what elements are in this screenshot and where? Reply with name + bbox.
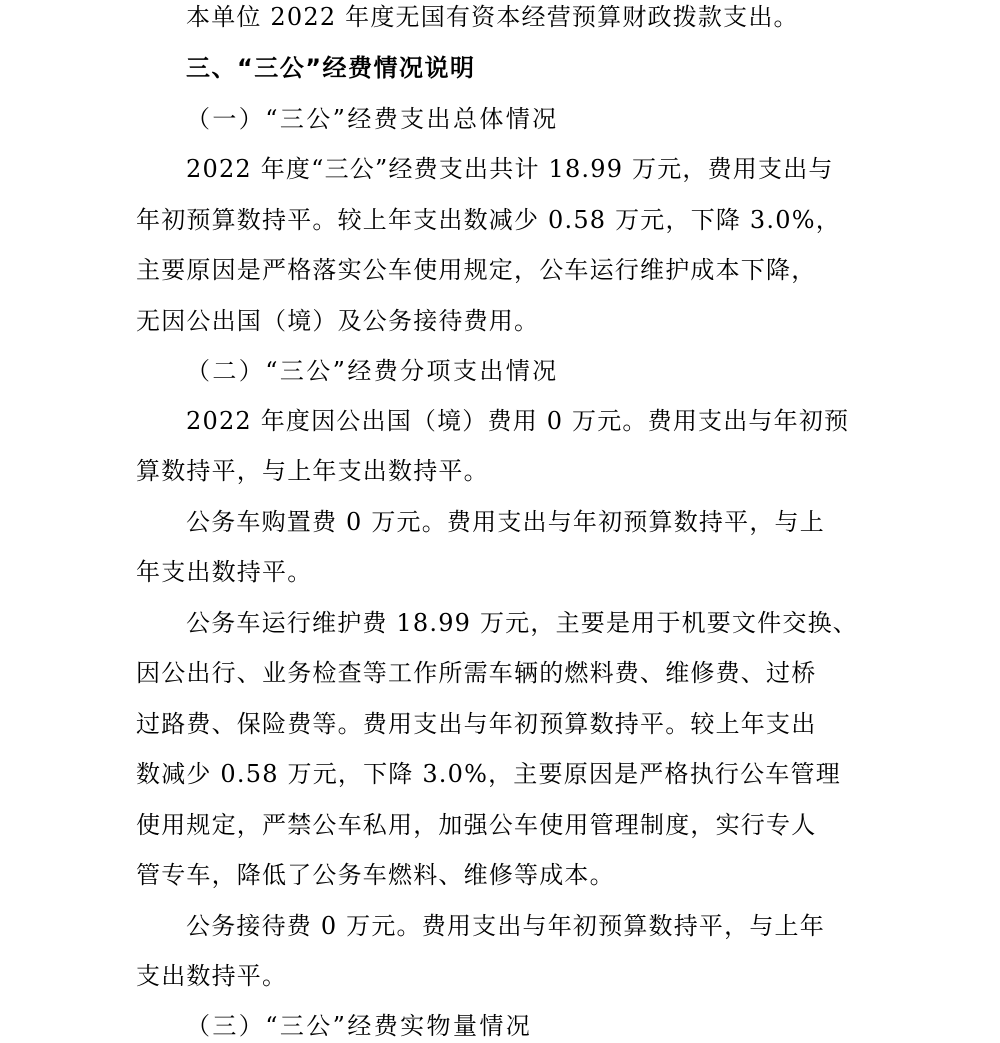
paragraph-reception-line: 支出数持平。 (136, 962, 288, 990)
paragraph-vehicle-operation-line: 管专车，降低了公务车燃料、维修等成本。 (136, 861, 615, 889)
paragraph-abroad-line: 算数持平，与上年支出数持平。 (136, 457, 489, 485)
paragraph-vehicle-operation-line: 公务车运行维护费 18.99 万元，主要是用于机要文件交换、 (186, 609, 858, 637)
paragraph-vehicle-operation-line: 因公出行、业务检查等工作所需车辆的燃料费、维修费、过桥 (136, 659, 817, 687)
paragraph-overall-line: 2022 年度“三公”经费支出共计 18.99 万元，费用支出与 (186, 155, 834, 183)
paragraph-reception-line: 公务接待费 0 万元。费用支出与年初预算数持平，与上年 (186, 912, 825, 940)
paragraph-vehicle-purchase-line: 公务车购置费 0 万元。费用支出与年初预算数持平，与上 (186, 508, 825, 536)
section-heading-three-public: 三、“三公”经费情况说明 (186, 54, 476, 82)
paragraph-vehicle-purchase-line: 年支出数持平。 (136, 558, 313, 586)
paragraph-abroad-line: 2022 年度因公出国（境）费用 0 万元。费用支出与年初预 (186, 407, 850, 435)
subheading-physical-quantity: （三）“三公”经费实物量情况 (186, 1012, 533, 1040)
paragraph-overall-line: 无因公出国（境）及公务接待费用。 (136, 307, 540, 335)
paragraph-vehicle-operation-line: 过路费、保险费等。费用支出与年初预算数持平。较上年支出 (136, 710, 817, 738)
subheading-overall: （一）“三公”经费支出总体情况 (186, 105, 559, 133)
subheading-itemized: （二）“三公”经费分项支出情况 (186, 357, 559, 385)
paragraph-overall-line: 主要原因是严格落实公车使用规定，公车运行维护成本下降， (136, 256, 817, 284)
paragraph-vehicle-operation-line: 数减少 0.58 万元，下降 3.0%，主要原因是严格执行公车管理 (136, 760, 841, 788)
paragraph-overall-line: 年初预算数持平。较上年支出数减少 0.58 万元，下降 3.0%， (136, 206, 841, 234)
paragraph-vehicle-operation-line: 使用规定，严禁公车私用，加强公车使用管理制度，实行专人 (136, 811, 817, 839)
paragraph-state-capital-line: 本单位 2022 年度无国有资本经营预算财政拨款支出。 (186, 3, 799, 31)
